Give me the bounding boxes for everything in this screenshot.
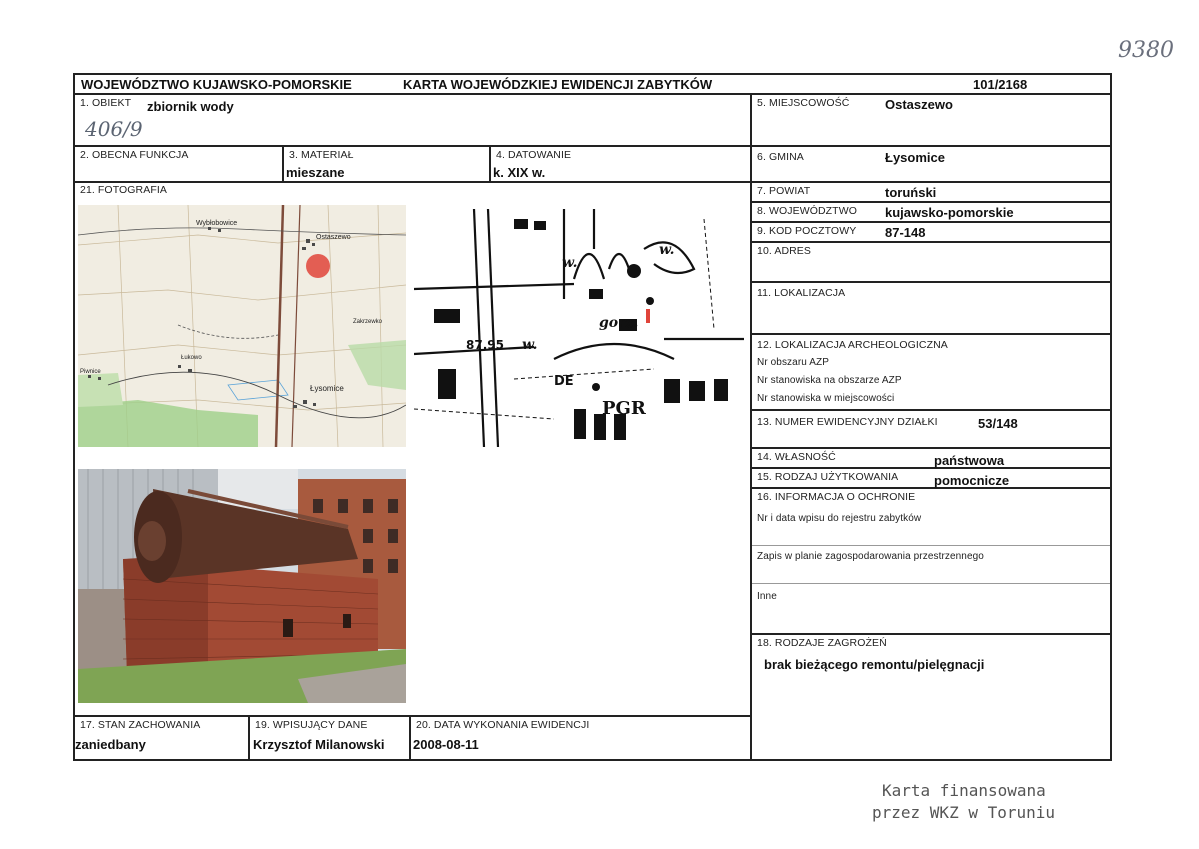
wlasnosc-value: państwowa <box>934 453 1005 468</box>
field-fotografia <box>75 183 752 717</box>
cadastral-plan-graphic <box>414 209 744 447</box>
ochrona-line-rejestr: Nr i data wpisu do rejestru zabytków <box>757 513 922 524</box>
data-label: 20. DATA WYKONANIA EWIDENCJI <box>416 719 590 731</box>
object-photograph-graphic <box>78 469 406 703</box>
adres-label: 10. ADRES <box>757 245 812 257</box>
field-wpisujacy <box>250 717 411 761</box>
field-ochrona <box>752 489 1110 635</box>
obiekt-handwritten-note: 406/9 <box>85 117 143 141</box>
plan-label-w2: w. <box>562 255 578 271</box>
field-miejscowosc <box>752 95 1110 147</box>
field-stan <box>75 717 250 761</box>
kod-label: 9. KOD POCZTOWY <box>757 225 857 237</box>
map-label-ostaszewo: Ostaszewo <box>316 234 351 241</box>
dzialka-label: 13. NUMER EWIDENCYJNY DZIAŁKI <box>757 416 938 428</box>
ochrona-line-inne: Inne <box>757 591 777 602</box>
cadastral-plan <box>414 209 744 447</box>
funkcja-label: 2. OBECNA FUNKCJA <box>80 149 189 161</box>
archeologia-label: 12. LOKALIZACJA ARCHEOLOGICZNA <box>757 339 948 351</box>
kod-value: 87-148 <box>885 225 926 240</box>
field-datowanie <box>491 147 752 183</box>
zagrozenia-label: 18. RODZAJE ZAGROŻEŃ <box>757 637 887 649</box>
arch-line-stanowisko-miejscowosc: Nr stanowiska w miejscowości <box>757 393 895 404</box>
field-wojewodztwo <box>752 203 1110 223</box>
miejscowosc-value: Ostaszewo <box>885 97 953 112</box>
topographic-map <box>78 205 406 447</box>
zagrozenia-value: brak bieżącego remontu/pielęgnacji <box>764 657 985 672</box>
wpisujacy-value: Krzysztof Milanowski <box>253 737 385 752</box>
field-powiat <box>752 183 1110 203</box>
region-title: WOJEWÓDZTWO KUJAWSKO-POMORSKIE <box>81 77 352 92</box>
field-adres <box>752 243 1110 283</box>
ochrona-line-plan: Zapis w planie zagospodarowania przestrzennego <box>757 551 984 562</box>
datowanie-label: 4. DATOWANIE <box>496 149 572 161</box>
material-value: mieszane <box>286 165 345 180</box>
powiat-value: toruński <box>885 185 937 200</box>
object-photograph <box>78 469 406 703</box>
ochrona-label: 16. INFORMACJA O OCHRONIE <box>757 491 916 503</box>
wojewodztwo-value: kujawsko-pomorskie <box>885 205 1014 220</box>
handwritten-archive-number: 9380 <box>1118 38 1174 63</box>
datowanie-value: k. XIX w. <box>493 165 546 180</box>
field-rodzaj <box>752 469 1110 489</box>
monument-record-card <box>73 73 1112 761</box>
wlasnosc-label: 14. WŁASNOŚĆ <box>757 451 836 463</box>
map-label-wyblobowice: Wybłobowice <box>196 220 238 227</box>
plan-label-w3: w. <box>522 337 538 353</box>
rodzaj-value: pomocnicze <box>934 473 1010 488</box>
plan-label-gorz: gorz. <box>599 315 639 331</box>
lokalizacja-label: 11. LOKALIZACJA <box>757 287 846 299</box>
map-label-zakrzewko: Zakrzewko <box>353 319 383 325</box>
field-data <box>411 717 752 761</box>
map-label-lukowo: Łukowo <box>181 355 202 361</box>
miejscowosc-label: 5. MIEJSCOWOŚĆ <box>757 97 850 109</box>
map-label-lysomice: Łysomice <box>310 384 344 393</box>
dzialka-value: 53/148 <box>978 416 1018 431</box>
arch-line-azp: Nr obszaru AZP <box>757 357 829 368</box>
field-wlasnosc <box>752 449 1110 469</box>
ochrona-divider-2 <box>752 583 1110 584</box>
wpisujacy-label: 19. WPISUJĄCY DANE <box>255 719 368 731</box>
field-obiekt <box>75 95 752 147</box>
fotografia-label: 21. FOTOGRAFIA <box>80 184 167 196</box>
field-archeologia <box>752 335 1110 411</box>
plan-label-de: DE <box>554 374 574 389</box>
plan-label-w1: w. <box>659 242 675 258</box>
stan-value: zaniedbany <box>75 737 146 752</box>
plan-label-pgr: PGR <box>602 398 646 419</box>
stamp-line-1: Karta finansowana <box>882 781 1046 800</box>
financing-stamp <box>872 780 1055 824</box>
plan-label-elevation: 87,95 <box>466 338 504 352</box>
map-label-piwnice: Piwnice <box>80 369 101 375</box>
card-title: KARTA WOJEWÓDZKIEJ EWIDENCJI ZABYTKÓW <box>403 77 713 92</box>
obiekt-label: 1. OBIEKT <box>80 97 132 109</box>
field-lokalizacja <box>752 283 1110 335</box>
stan-label: 17. STAN ZACHOWANIA <box>80 719 201 731</box>
field-material <box>284 147 491 183</box>
field-kod <box>752 223 1110 243</box>
gmina-label: 6. GMINA <box>757 151 804 163</box>
ochrona-divider-1 <box>752 545 1110 546</box>
stamp-line-2: przez WKZ w Toruniu <box>872 803 1056 822</box>
powiat-label: 7. POWIAT <box>757 185 811 197</box>
field-zagrozenia <box>752 635 1110 761</box>
material-label: 3. MATERIAŁ <box>289 149 354 161</box>
field-funkcja <box>75 147 284 183</box>
field-gmina <box>752 147 1110 183</box>
card-number: 101/2168 <box>973 77 1028 92</box>
data-value: 2008-08-11 <box>413 737 479 752</box>
rodzaj-label: 15. RODZAJ UŻYTKOWANIA <box>757 471 899 483</box>
topographic-map-graphic <box>78 205 406 447</box>
arch-line-stanowisko-azp: Nr stanowiska na obszarze AZP <box>757 375 902 386</box>
obiekt-value: zbiornik wody <box>147 99 234 114</box>
card-header <box>75 75 1110 95</box>
wojewodztwo-label: 8. WOJEWÓDZTWO <box>757 205 857 217</box>
field-dzialka <box>752 411 1110 449</box>
gmina-value: Łysomice <box>885 150 945 165</box>
